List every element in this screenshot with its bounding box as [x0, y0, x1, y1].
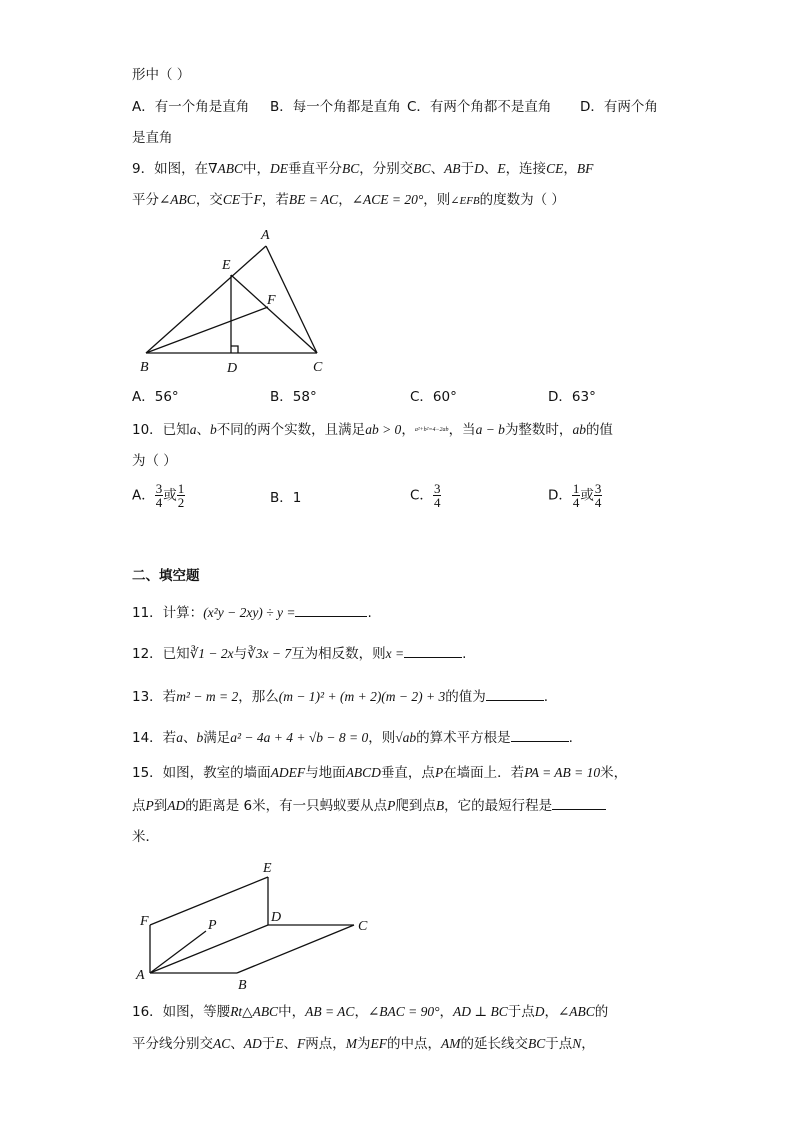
q15-label-p: P: [208, 918, 217, 933]
q16-stem-line1: 16．如图，等腰Rt△ABC中，AB = AC，∠BAC = 90°，AD ⊥ BC于点D，∠ABC的: [132, 1004, 609, 1020]
q15-label-d: D: [271, 910, 282, 925]
q15-label-e: E: [263, 861, 272, 876]
q13-stem: 13．若m² − m = 2，那么(m − 1)² + (m + 2)(m − 2) + 3的值为 .: [132, 686, 548, 707]
q9-option-d[interactable]: D．63°: [548, 389, 596, 405]
fraction: $\frac{1}{4}$: [572, 481, 580, 510]
q10-option-d[interactable]: D． $\frac{1}{4}$ 或 $\frac{3}{4}$: [548, 481, 602, 510]
q9-segment-bf: [146, 307, 268, 353]
q9-stem-line1: 9．如图，在∇ABC中，DE垂直平分BC，分别交BC、AB于D、E，连接CE，BF: [132, 161, 594, 177]
q9-stem-line2: 平分∠ABC，交CE于F，若BE = AC，∠ACE = 20°，则∠EFB的度数为（ ）: [132, 192, 565, 208]
q15-label-f: F: [140, 914, 149, 929]
q15-segment-cb: [237, 925, 354, 973]
q11-stem: 11．计算：(x²y − 2xy) ÷ y = .: [132, 602, 372, 623]
section-heading-fill-blank: 二、填空题: [132, 568, 200, 584]
fraction: $\frac{3}{4}$: [155, 481, 163, 510]
q12-answer-blank[interactable]: [404, 643, 462, 658]
q8-option-a[interactable]: A．有一个角是直角: [132, 99, 250, 115]
q8-option-c[interactable]: C．有两个角都不是直角: [407, 99, 552, 115]
q8-option-d-cont: 是直角: [132, 130, 173, 146]
q13-answer-blank[interactable]: [486, 686, 544, 701]
q15-label-c: C: [358, 919, 368, 934]
q9-right-angle-mark: [231, 346, 238, 353]
q10-option-b[interactable]: B．1: [270, 490, 302, 506]
fraction: $\frac{1}{2}$: [177, 481, 185, 510]
q9-option-c[interactable]: C．60°: [410, 389, 457, 405]
q8-option-d[interactable]: D．有两个角: [580, 99, 658, 115]
q9-segment-ba: [146, 246, 266, 353]
q9-label-a: A: [261, 228, 270, 243]
q15-stem-line3: 米．: [132, 829, 159, 845]
q9-option-a[interactable]: A．56°: [132, 389, 179, 405]
q10-option-c[interactable]: C． $\frac{3}{4}$: [410, 481, 441, 510]
fraction: $\frac{3}{4}$: [433, 481, 441, 510]
q15-wall-floor-figure: [130, 855, 380, 995]
fraction: $\frac{3}{4}$: [594, 481, 602, 510]
q9-option-b[interactable]: B．58°: [270, 389, 317, 405]
q12-stem: 12．已知∛1 − 2x与∛3x − 7互为相反数，则x = .: [132, 643, 466, 664]
q15-label-a: A: [136, 968, 145, 983]
q10-option-a[interactable]: A． $\frac{3}{4}$ 或 $\frac{1}{2}$: [132, 481, 185, 510]
q15-segment-ap: [150, 931, 206, 973]
q9-label-f: F: [267, 293, 276, 308]
q14-answer-blank[interactable]: [511, 727, 569, 742]
q15-stem-line2: 点P到AD的距离是 6米，有一只蚂蚁要从点P爬到点B，它的最短行程是: [132, 795, 606, 816]
q16-stem-line2: 平分线分别交AC、AD于E、F两点，M为EF的中点，AM的延长线交BC于点N，: [132, 1036, 595, 1052]
q10-stem-line2: 为（ ）: [132, 453, 177, 469]
q15-stem-line1: 15．如图，教室的墙面ADEF与地面ABCD垂直，点P在墙面上．若PA = AB = 10米，: [132, 765, 628, 781]
q15-label-b: B: [238, 978, 247, 993]
q9-label-b: B: [140, 360, 149, 375]
q9-label-e: E: [222, 258, 231, 273]
q15-answer-blank[interactable]: [552, 795, 606, 810]
q14-stem: 14．若a、b满足a² − 4a + 4 + √b − 8 = 0，则√ab的算术平方根是 .: [132, 727, 573, 748]
q8-stem-tail: 形中（ ）: [132, 67, 191, 83]
q10-stem-line1: 10．已知a、b不同的两个实数，且满足ab > 0，a²+b²=4−2ab，当a − b为整数时，ab的值: [132, 422, 613, 438]
q9-segment-ec: [231, 275, 317, 353]
q9-label-c: C: [313, 360, 323, 375]
q9-triangle-figure: [130, 222, 340, 378]
q11-answer-blank[interactable]: [295, 602, 367, 617]
q9-label-d: D: [227, 361, 238, 376]
q8-option-b[interactable]: B．每一个角都是直角: [270, 99, 401, 115]
